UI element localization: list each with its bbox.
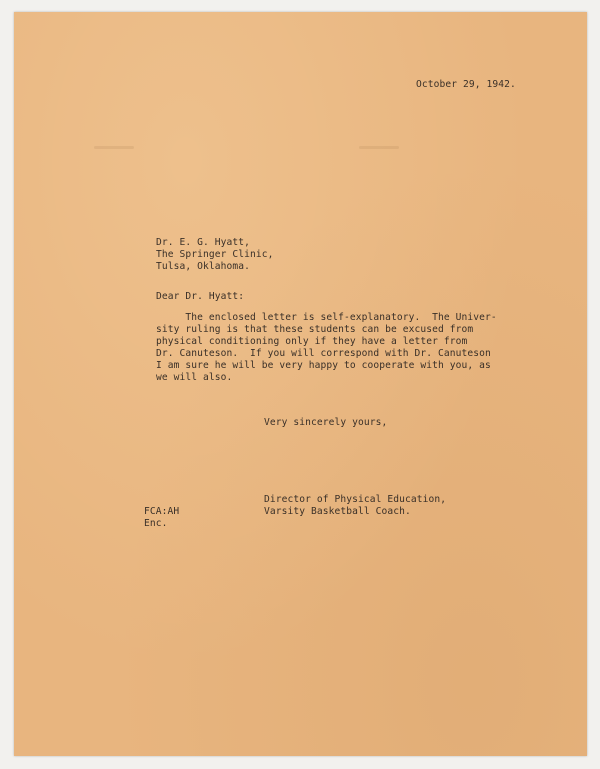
body-line: Dr. Canuteson. If you will correspond with Dr. Canuteson (156, 348, 491, 359)
letter-date: October 29, 1942. (416, 79, 516, 90)
signer-title: Varsity Basketball Coach. (264, 506, 411, 517)
body-line: The enclosed letter is self-explanatory. The Univer- (156, 312, 497, 323)
body-line: we will also. (156, 372, 233, 383)
body-line: I am sure he will be very happy to cooperate with you, as (156, 360, 491, 371)
complimentary-closing: Very sincerely yours, (264, 417, 388, 428)
reference-initials: FCA:AH (144, 506, 180, 517)
letter-page (14, 12, 587, 756)
show-through-mark (94, 146, 134, 149)
show-through-mark (359, 146, 399, 149)
enclosure-notation: Enc. (144, 518, 168, 529)
recipient-name: Dr. E. G. Hyatt, (156, 237, 251, 248)
signer-title: Director of Physical Education, (264, 494, 447, 505)
recipient-city: Tulsa, Oklahoma. (156, 261, 251, 272)
recipient-organization: The Springer Clinic, (156, 249, 274, 260)
body-line: physical conditioning only if they have a letter from (156, 336, 468, 347)
salutation: Dear Dr. Hyatt: (156, 291, 245, 302)
body-line: sity ruling is that these students can be excused from (156, 324, 474, 335)
